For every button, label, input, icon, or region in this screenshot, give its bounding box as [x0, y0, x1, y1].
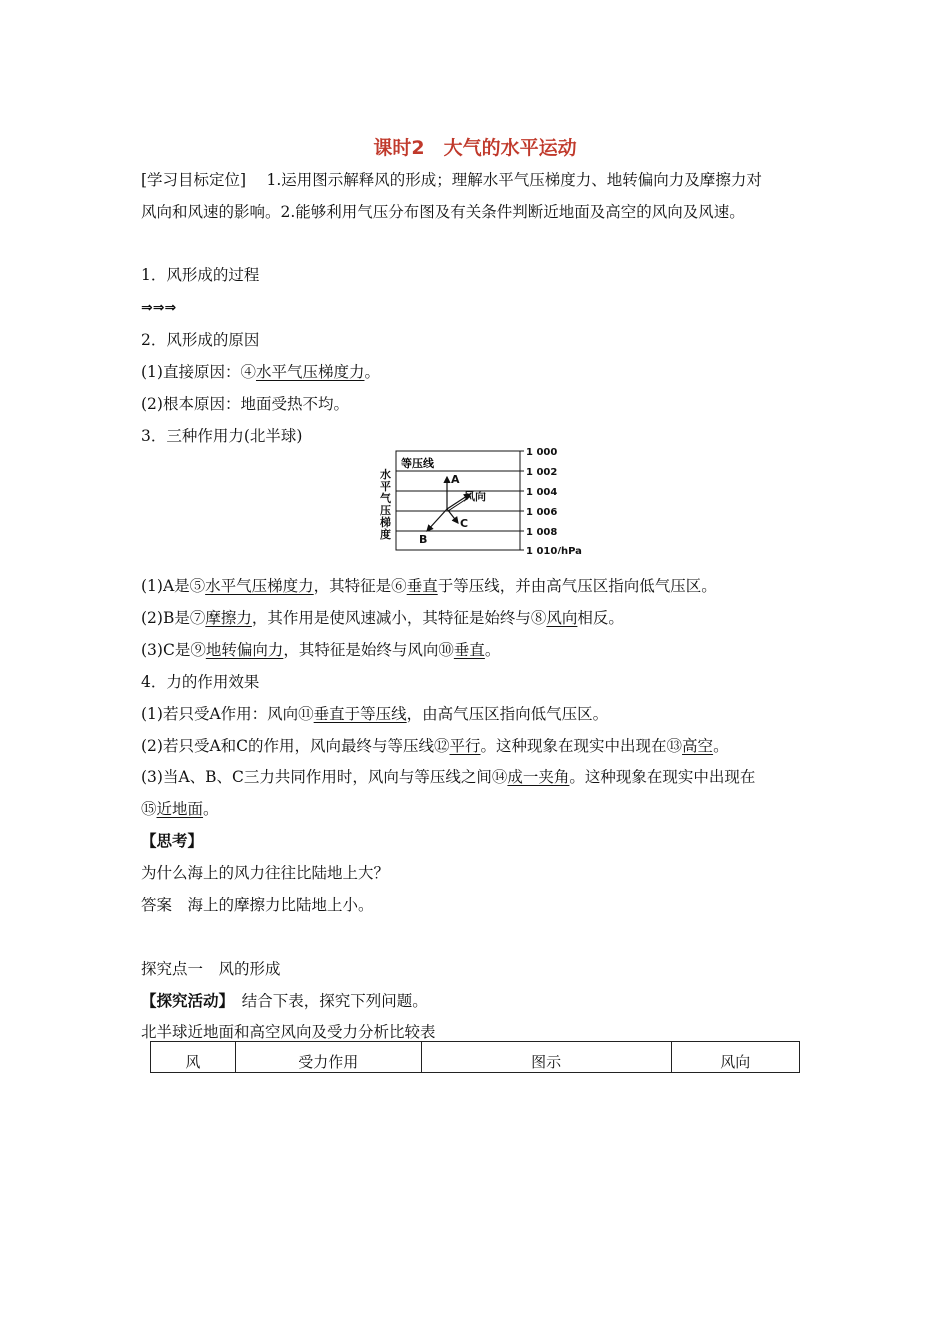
answer-8: 风向 [546, 609, 578, 627]
axis-char: 水 [380, 468, 391, 481]
section-3-heading: 3．三种作用力(北半球) [141, 427, 303, 445]
activity-label: 【探究活动】 [141, 992, 227, 1010]
table-header-cell: 图示 [421, 1042, 671, 1073]
pressure-label: 1 000 [526, 447, 558, 458]
explore-activity: 【探究活动】 结合下表，探究下列问题。 [141, 992, 428, 1010]
pressure-label: 1 008 [526, 527, 558, 538]
effect-line-2: (2)若只受A和C的作用，风向最终与等压线⑫平行。这种现象在现实中出现在⑬高空。 [141, 737, 729, 755]
axis-char: 压 [380, 504, 391, 517]
root-cause-line: (2)根本原因：地面受热不均。 [141, 395, 349, 413]
think-heading: 【思考】 [141, 832, 204, 850]
direct-cause-line: (1)直接原因：④水平气压梯度力。 [141, 363, 380, 381]
answer-11: 垂直于等压线 [313, 705, 407, 723]
table-header-row [151, 1042, 800, 1073]
table-header-cell: 风向 [671, 1042, 799, 1073]
answer-10: 垂直 [453, 641, 485, 659]
section-4-heading: 4．力的作用效果 [141, 673, 260, 691]
table-caption: 北半球近地面和高空风向及受力分析比较表 [141, 1023, 436, 1041]
force-c-line: (3)C是⑨地转偏向力，其特征是始终与风向⑩垂直。 [141, 641, 501, 659]
explore-heading: 探究点一 风的形成 [141, 960, 281, 978]
page-title: 课时2 大气的水平运动 [373, 137, 577, 159]
answer-15: 近地面 [156, 800, 204, 818]
objectives-line-1: [学习目标定位] 1.运用图示解释风的形成；理解水平气压梯度力、地转偏向力及摩擦力对 [141, 171, 762, 189]
pressure-label: 1 004 [526, 487, 558, 498]
axis-char: 气 [380, 492, 391, 505]
answer-9: 地转偏向力 [205, 641, 284, 659]
label-c: C [460, 517, 469, 530]
answer-7: 摩擦力 [205, 609, 252, 627]
effect-line-3: (3)当A、B、C三力共同作用时，风向与等压线之间⑭成一夹角。这种现象在现实中出现在 [141, 768, 756, 786]
answer-5: 水平气压梯度力 [205, 577, 314, 595]
answer-13: 高空 [682, 737, 714, 755]
force-diagram [375, 442, 595, 554]
table-header-cell: 风 [151, 1042, 236, 1073]
effect-line-4: ⑮近地面。 [141, 800, 219, 818]
objectives-line-2: 风向和风速的影响。2.能够利用气压分布图及有关条件判断近地面及高空的风向及风速。 [141, 203, 745, 221]
think-answer: 答案 海上的摩擦力比陆地上小。 [141, 896, 374, 914]
section-1-heading: 1．风形成的过程 [141, 266, 260, 284]
table-header-cell: 受力作用 [235, 1042, 421, 1073]
force-b-arrow [427, 509, 447, 531]
answer-6: 垂直 [406, 577, 438, 595]
pressure-label: 1 006 [526, 507, 558, 518]
pressure-label: 1 002 [526, 467, 558, 478]
axis-char: 平 [380, 480, 391, 493]
label-b: B [419, 533, 428, 546]
force-b-line: (2)B是⑦摩擦力，其作用是使风速减小，其特征是始终与⑧风向相反。 [141, 609, 624, 627]
axis-char: 度 [380, 528, 391, 541]
isobar-label: 等压线 [401, 457, 434, 470]
answer-12: 平行 [449, 737, 481, 755]
answer-14: 成一夹角 [507, 768, 570, 786]
answer-4: 水平气压梯度力 [255, 363, 365, 381]
comparison-table [150, 1041, 800, 1073]
label-wind: 风向 [464, 490, 486, 503]
label-a: A [451, 473, 460, 486]
section-2-heading: 2．风形成的原因 [141, 331, 260, 349]
process-arrows: ⇒⇒⇒ [141, 300, 177, 316]
force-a-line: (1)A是⑤水平气压梯度力，其特征是⑥垂直于等压线，并由高气压区指向低气压区。 [141, 577, 717, 595]
axis-char: 梯 [380, 516, 391, 529]
effect-line-1: (1)若只受A作用：风向⑪垂直于等压线，由高气压区指向低气压区。 [141, 705, 609, 723]
think-question: 为什么海上的风力往往比陆地上大？ [141, 864, 390, 882]
pressure-label: 1 010/hPa [526, 546, 582, 554]
